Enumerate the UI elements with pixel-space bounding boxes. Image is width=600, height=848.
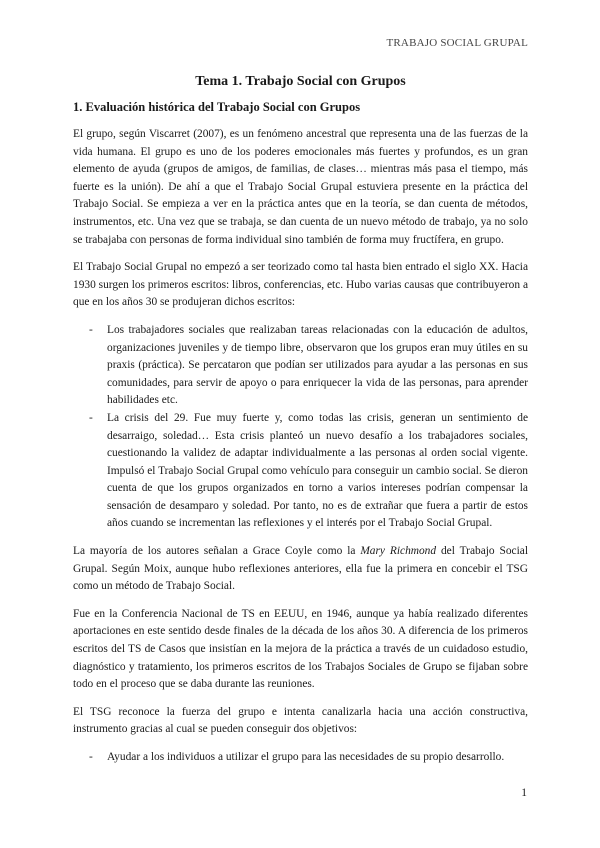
list-item-text: Ayudar a los individuos a utilizar el grupo para las necesidades de su propio desarrollo. — [107, 751, 505, 763]
objectives-list — [73, 749, 528, 767]
document-body — [73, 72, 528, 777]
document-title: Tema 1. Trabajo Social con Grupos — [195, 74, 406, 89]
page-number: 1 — [521, 787, 527, 799]
list-item — [73, 322, 528, 410]
paragraph-3 — [73, 543, 528, 596]
paragraph-3-text-a: La mayoría de los autores señalan a Grace Coyle como la — [73, 545, 361, 558]
causes-list — [73, 322, 528, 533]
bullet-dash: - — [89, 411, 93, 424]
list-item-text: La crisis del 29. Fue muy fuerte y, como todas las crisis, generan un sentimiento de desarraigo, soledad… Esta crisis planteó un nuevo desafío a los trabajadores sociales, cuestionando la validez de adaptar individualmente a las personas al orden social vigente. Impulsó el Trabajo Social Grupal como vehículo para conseguir un cambio social. Se dieron cuenta de que los grupos organizados en torno a varios intereses podrían compensar la sensación de desamparo y soledad. Por tanto, no es de extrañar que fuera a partir de estos años cuando se incrementan las reflexiones y el interés por el Trabajo Social Grupal. — [107, 411, 528, 530]
bullet-dash: - — [89, 751, 93, 763]
paragraph-3-text-b: del Trabajo Social Grupal. Según Moix, aunque hubo reflexiones anteriores, ella fue la primera en concebir el TSG como un método de Trabajo Social. — [73, 545, 528, 593]
paragraph-4: Fue en la Conferencia Nacional de TS en EEUU, en 1946, aunque ya había realizado diferentes aportaciones en este sentido desde finales de la década de los años 30. A diferencia de los primeros escritos del TS de Casos que insistían en la mejora de la práctica a través de un cuidadoso estudio, diagnóstico y tratamiento, los primeros escritos de los Trabajos Sociales de Grupo se fijaban sobre todo en el proceso que se daba durante las reuniones. — [73, 607, 528, 691]
paragraph-2: El Trabajo Social Grupal no empezó a ser teorizado como tal hasta bien entrado el siglo XX. Hacia 1930 surgen los primeros escritos: libros, conferencias, etc. Hubo varias causas que contribuyeron a que en los años 30 se produjeran dichos escritos: — [73, 261, 528, 309]
mary-richmond-reference: Mary Richmond — [360, 545, 437, 558]
list-item-text: Los trabajadores sociales que realizaban tareas relacionadas con la educación de adultos, organizaciones juveniles y de tiempo libre, observaron que los grupos eran muy útiles en su praxis (práctica). Se percataron que podían ser utilizados para ayudar a las personas en sus comunidades, para servir de apoyo o para enriquecer la vida de las personas, para aprender habilidades etc. — [107, 323, 528, 407]
paragraph-1: El grupo, según Viscarret (2007), es un fenómeno ancestral que representa una de las fuerzas de la vida humana. El grupo es uno de los poderes emocionales más fuertes y profundos, es un gran elemento de ayuda (grupos de amigos, de familias, de clases… mientras más pasa el tiempo, más fuerte es la unión). De ahí a que el Trabajo Social Grupal estuviera presente en la práctica del Trabajo Social. Se empieza a ver en la práctica antes que en la teoría, se dan cuenta de métodos, instrumentos, etc. Una vez que se trabaja, se dan cuenta de un nuevo método de trabajo, ya no solo se trabajaba con personas de forma individual sino también de forma muy fructífera, en grupo. — [73, 128, 528, 246]
bullet-dash: - — [89, 323, 93, 336]
running-header: TRABAJO SOCIAL GRUPAL — [386, 37, 528, 49]
section-heading: 1. Evaluación histórica del Trabajo Social con Grupos — [73, 100, 361, 114]
list-item — [73, 749, 528, 767]
paragraph-5: El TSG reconoce la fuerza del grupo e intenta canalizarla hacia una acción constructiva, instrumento gracias al cual se pueden conseguir dos objetivos: — [73, 705, 528, 736]
list-item — [73, 410, 528, 533]
